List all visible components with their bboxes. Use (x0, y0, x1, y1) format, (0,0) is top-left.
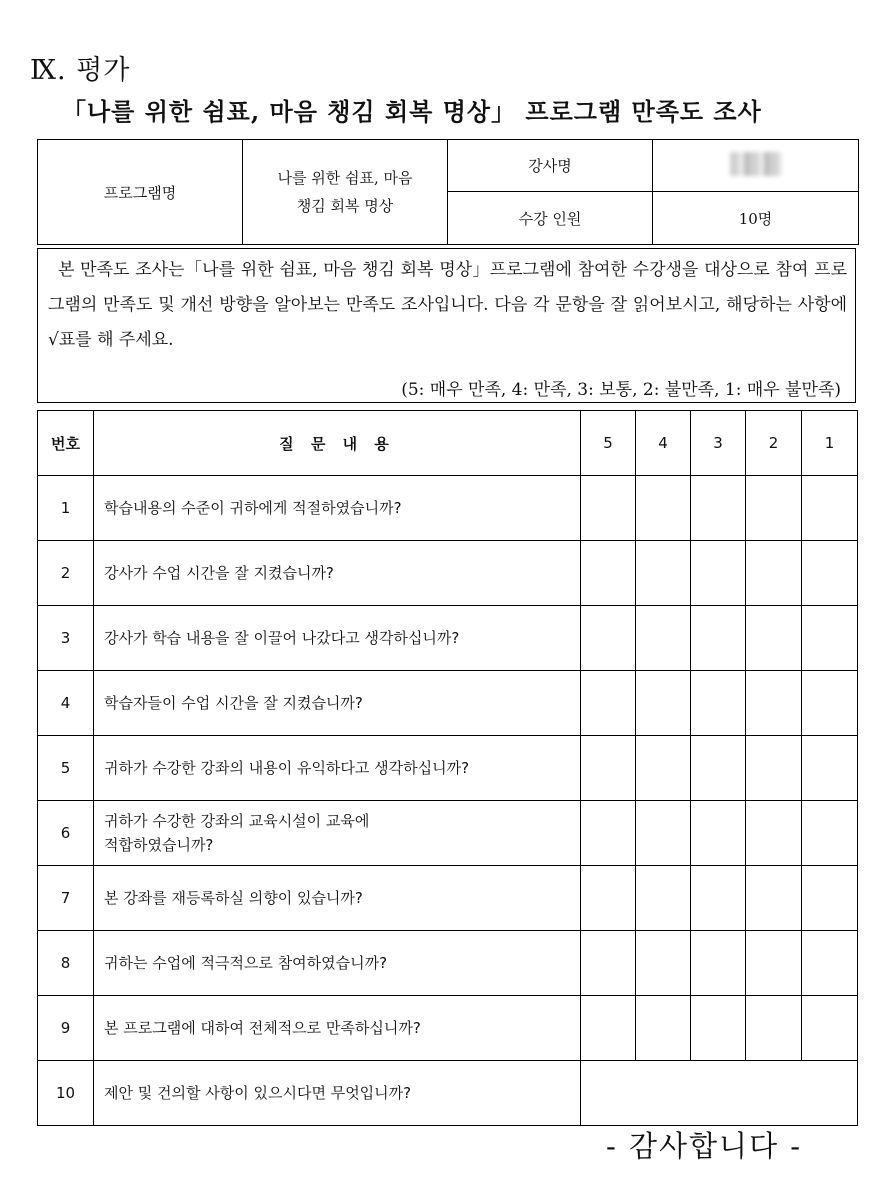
score-4-cell[interactable] (636, 931, 691, 996)
question-number: 4 (38, 671, 94, 736)
question-text: 본 프로그램에 대하여 전체적으로 만족하십니까? (94, 996, 581, 1061)
survey-instructions (37, 248, 856, 403)
score-5-cell[interactable] (581, 996, 636, 1061)
question-row (38, 866, 858, 931)
document-title: 「나를 위한 쉼표, 마음 챙김 회복 명상」 프로그램 만족도 조사 (62, 97, 762, 126)
score-3-cell[interactable] (691, 541, 746, 606)
question-number: 6 (38, 801, 94, 866)
question-text: 학습자들이 수업 시간을 잘 지켰습니까? (94, 671, 581, 736)
question-number: 1 (38, 476, 94, 541)
score-5-cell[interactable] (581, 801, 636, 866)
score-3-cell[interactable] (691, 476, 746, 541)
score-5-cell[interactable] (581, 476, 636, 541)
score-1-cell[interactable] (802, 736, 858, 801)
question-text: 귀하가 수강한 강좌의 내용이 유익하다고 생각하십니까? (94, 736, 581, 801)
redacted-instructor-name (730, 152, 782, 176)
score-3-cell[interactable] (691, 996, 746, 1061)
score-2-cell[interactable] (746, 866, 802, 931)
score-5-cell[interactable] (581, 671, 636, 736)
closing-thanks: - 감사합니다 - (606, 1129, 803, 1163)
rating-scale-legend: (5: 매우 만족, 4: 만족, 3: 보통, 2: 불만족, 1: 매우 불만족) (401, 380, 841, 400)
score-4-cell[interactable] (636, 736, 691, 801)
score-3-cell[interactable] (691, 671, 746, 736)
score-1-cell[interactable] (802, 801, 858, 866)
question-row (38, 1061, 858, 1126)
question-row (38, 476, 858, 541)
question-text: 학습내용의 수준이 귀하에게 적절하였습니까? (94, 476, 581, 541)
question-number: 7 (38, 866, 94, 931)
program-name-line1: 나를 위한 쉼표, 마음 (277, 169, 413, 187)
suggestion-answer-cell[interactable] (581, 1061, 858, 1126)
score-4-cell[interactable] (636, 996, 691, 1061)
question-text (94, 801, 581, 866)
program-info-table (37, 139, 859, 245)
section-title: Ⅸ. 평가 (30, 55, 131, 86)
score-1-cell[interactable] (802, 541, 858, 606)
score-3-cell[interactable] (691, 931, 746, 996)
score-3-cell[interactable] (691, 606, 746, 671)
question-number: 8 (38, 931, 94, 996)
question-number: 9 (38, 996, 94, 1061)
score-5-cell[interactable] (581, 541, 636, 606)
instructor-label: 강사명 (448, 140, 653, 192)
score-4-cell[interactable] (636, 606, 691, 671)
question-row (38, 931, 858, 996)
score-2-cell[interactable] (746, 671, 802, 736)
program-name-line2: 챙김 회복 명상 (296, 197, 394, 215)
question-number: 5 (38, 736, 94, 801)
question-row (38, 736, 858, 801)
score-5-cell[interactable] (581, 736, 636, 801)
score-2-cell[interactable] (746, 931, 802, 996)
question-row (38, 671, 858, 736)
score-1-cell[interactable] (802, 671, 858, 736)
score-4-cell[interactable] (636, 671, 691, 736)
score-1-cell[interactable] (802, 476, 858, 541)
score-3-cell[interactable] (691, 801, 746, 866)
question-text-line2: 적합하였습니까? (104, 836, 214, 854)
program-name-value (243, 140, 448, 245)
question-text: 본 강좌를 재등록하실 의향이 있습니까? (94, 866, 581, 931)
question-row (38, 606, 858, 671)
question-text: 귀하는 수업에 적극적으로 참여하였습니까? (94, 931, 581, 996)
score-4-cell[interactable] (636, 476, 691, 541)
header-score-5: 5 (581, 411, 636, 476)
score-2-cell[interactable] (746, 541, 802, 606)
question-row (38, 996, 858, 1061)
score-5-cell[interactable] (581, 931, 636, 996)
score-2-cell[interactable] (746, 996, 802, 1061)
score-1-cell[interactable] (802, 931, 858, 996)
question-text-line1: 귀하가 수강한 강좌의 교육시설이 교육에 (104, 812, 370, 830)
score-5-cell[interactable] (581, 606, 636, 671)
survey-header-row (38, 411, 858, 476)
header-number: 번호 (38, 411, 94, 476)
header-score-3: 3 (691, 411, 746, 476)
score-3-cell[interactable] (691, 866, 746, 931)
survey-table (37, 410, 858, 1126)
score-1-cell[interactable] (802, 866, 858, 931)
score-4-cell[interactable] (636, 866, 691, 931)
question-number: 2 (38, 541, 94, 606)
score-2-cell[interactable] (746, 606, 802, 671)
question-row (38, 541, 858, 606)
header-question: 질 문 내 용 (94, 411, 581, 476)
score-2-cell[interactable] (746, 801, 802, 866)
score-1-cell[interactable] (802, 606, 858, 671)
enrollment-value: 10명 (653, 192, 859, 245)
question-number: 10 (38, 1061, 94, 1126)
instructions-text: 본 만족도 조사는「나를 위한 쉼표, 마음 챙김 회복 명상」프로그램에 참여한 수강생을 대상으로 참여 프로그램의 만족도 및 개선 방향을 알아보는 만족도 조사입니다. 다음 각 문항을 잘 읽어보시고, 해당하는 사항에 √표를 해 주세요. (48, 260, 847, 350)
header-score-1: 1 (802, 411, 858, 476)
score-4-cell[interactable] (636, 801, 691, 866)
score-2-cell[interactable] (746, 736, 802, 801)
program-name-label: 프로그램명 (38, 140, 243, 245)
question-number: 3 (38, 606, 94, 671)
enrollment-label: 수강 인원 (448, 192, 653, 245)
score-3-cell[interactable] (691, 736, 746, 801)
score-2-cell[interactable] (746, 476, 802, 541)
question-text: 강사가 수업 시간을 잘 지켰습니까? (94, 541, 581, 606)
question-text: 제안 및 건의할 사항이 있으시다면 무엇입니까? (94, 1061, 581, 1126)
score-5-cell[interactable] (581, 866, 636, 931)
score-1-cell[interactable] (802, 996, 858, 1061)
header-score-2: 2 (746, 411, 802, 476)
header-score-4: 4 (636, 411, 691, 476)
score-4-cell[interactable] (636, 541, 691, 606)
instructor-value (653, 140, 859, 192)
question-text: 강사가 학습 내용을 잘 이끌어 나갔다고 생각하십니까? (94, 606, 581, 671)
question-row (38, 801, 858, 866)
